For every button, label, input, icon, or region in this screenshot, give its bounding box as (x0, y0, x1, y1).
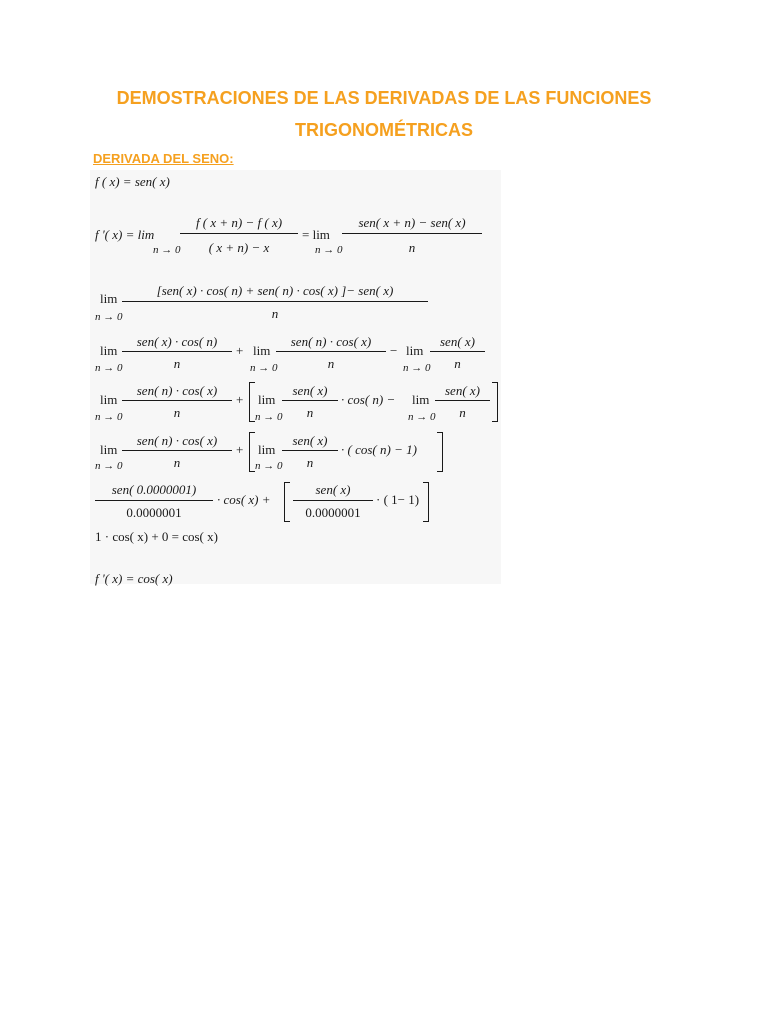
fraction-bar (122, 351, 232, 352)
limit-label: lim (100, 442, 118, 457)
product-cos-x: · cos( x) + (217, 492, 271, 507)
limit-subscript: n → 0 (95, 460, 123, 472)
plus-sign: + (236, 392, 244, 407)
fraction-denominator: n (306, 405, 314, 420)
limit-subscript: n → 0 (255, 411, 283, 423)
left-bracket (284, 482, 290, 522)
right-bracket (423, 482, 429, 522)
fraction-numerator: sen( x) (439, 334, 475, 349)
limit-subscript: n → 0 (153, 244, 181, 256)
fraction-numerator: f ( x + n) − f ( x) (195, 215, 283, 230)
fraction-numerator: sen( n) · cos( x) (136, 383, 218, 398)
limit-subscript: n → 0 (408, 411, 436, 423)
limit-subscript: n → 0 (95, 411, 123, 423)
fraction-denominator: n (408, 240, 416, 255)
document-title-line-1: DEMOSTRACIONES DE LAS DERIVADAS DE LAS FUNCIONES (116, 88, 652, 108)
equation-simplified: 1 · cos( x) + 0 = cos( x) (95, 529, 218, 544)
equals-limit: = lim (302, 227, 330, 242)
right-bracket (437, 432, 443, 472)
fraction-denominator: n (173, 455, 181, 470)
equation-derivative-definition: f '( x) = lim (95, 227, 155, 242)
limit-subscript: n → 0 (403, 362, 431, 374)
fraction-bar (95, 500, 213, 501)
fraction-numerator: sen( x) (444, 383, 480, 398)
limit-label: lim (100, 392, 118, 407)
document-title-line-2: TRIGONOMÉTRICAS (295, 120, 473, 140)
limit-subscript: n → 0 (95, 311, 123, 323)
fraction-numerator: sen( n) · cos( x) (136, 433, 218, 448)
fraction-denominator: n (271, 306, 279, 321)
fraction-numerator: sen( x) (292, 433, 328, 448)
limit-label: lim (253, 343, 271, 358)
fraction-denominator: 0.0000001 (305, 505, 361, 520)
product-cos-n: · cos( n) − (341, 392, 396, 407)
fraction-bar (180, 233, 298, 234)
fraction-bar (122, 400, 232, 401)
fraction-numerator: sen( x) · cos( n) (136, 334, 218, 349)
limit-label: lim (412, 392, 430, 407)
equation-definition: f ( x) = sen( x) (95, 174, 170, 189)
fraction-bar (276, 351, 386, 352)
limit-label: lim (258, 392, 276, 407)
limit-subscript: n → 0 (255, 460, 283, 472)
fraction-denominator: n (173, 405, 181, 420)
fraction-numerator: sen( x) (315, 482, 351, 497)
right-bracket (492, 382, 498, 422)
fraction-bar (293, 500, 373, 501)
product-one-minus-one: · ( 1− 1) (376, 492, 420, 507)
fraction-bar (282, 400, 338, 401)
fraction-denominator: n (327, 356, 335, 371)
fraction-bar (122, 450, 232, 451)
section-heading: DERIVADA DEL SENO: (93, 151, 234, 166)
math-derivation-block (90, 170, 501, 584)
limit-label: lim (100, 291, 118, 306)
minus-sign: − (390, 343, 398, 358)
fraction-bar (122, 301, 428, 302)
fraction-numerator: [sen( x) · cos( n) + sen( n) · cos( x) ]− sen( x) (156, 283, 394, 298)
equation-result: f '( x) = cos( x) (95, 571, 173, 586)
limit-label: lim (258, 442, 276, 457)
fraction-denominator: n (459, 405, 466, 420)
limit-label: lim (100, 343, 118, 358)
fraction-numerator: sen( x + n) − sen( x) (358, 215, 466, 230)
limit-subscript: n → 0 (95, 362, 123, 374)
limit-subscript: n → 0 (250, 362, 278, 374)
fraction-denominator: n (173, 356, 181, 371)
fraction-denominator: n (306, 455, 314, 470)
fraction-denominator: n (454, 356, 461, 371)
plus-sign: + (236, 343, 244, 358)
fraction-bar (342, 233, 482, 234)
fraction-numerator: sen( x) (292, 383, 328, 398)
fraction-denominator: ( x + n) − x (208, 240, 270, 255)
fraction-bar (430, 351, 485, 352)
plus-sign: + (236, 442, 244, 457)
limit-subscript: n → 0 (315, 244, 343, 256)
fraction-bar (282, 450, 338, 451)
limit-label: lim (406, 343, 424, 358)
fraction-numerator: sen( 0.0000001) (111, 482, 197, 497)
fraction-numerator: sen( n) · cos( x) (290, 334, 372, 349)
product-cos-minus-one: · ( cos( n) − 1) (341, 442, 417, 457)
fraction-bar (435, 400, 490, 401)
fraction-denominator: 0.0000001 (126, 505, 182, 520)
